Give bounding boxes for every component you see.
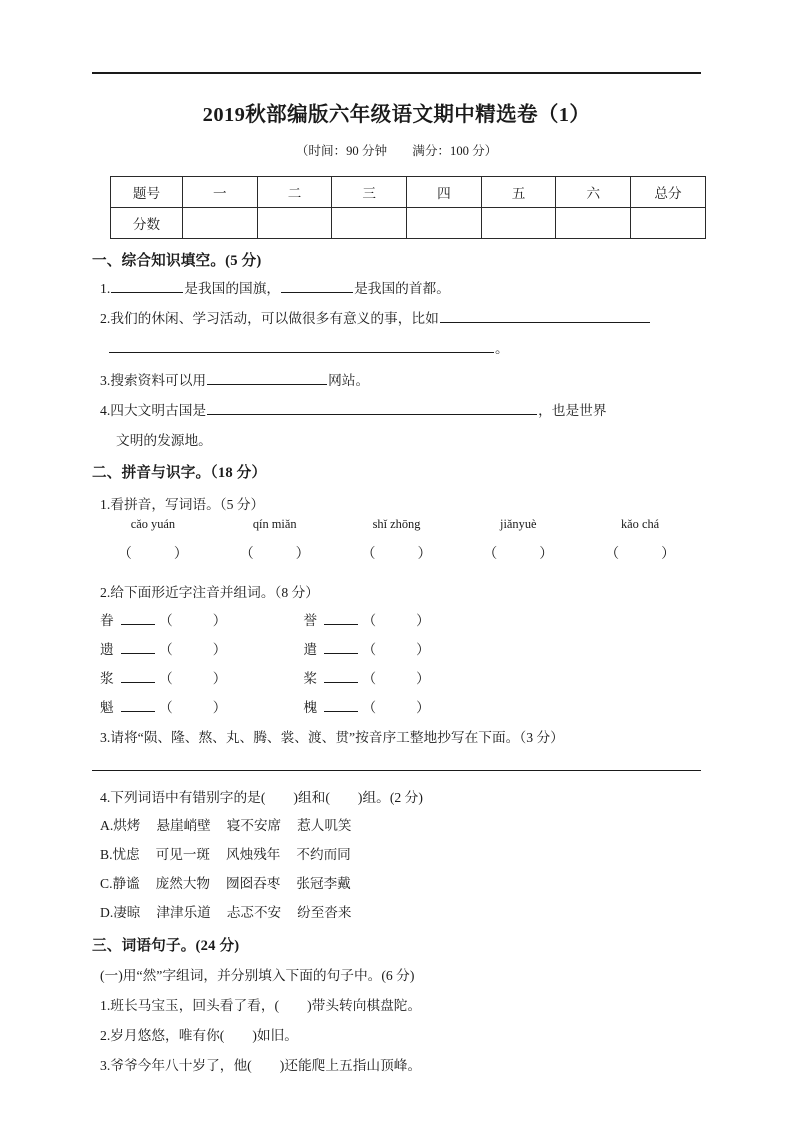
answer-bracket[interactable]: （ ） (117, 547, 188, 562)
char-pair-item (303, 696, 503, 716)
section3-item-3 (100, 1054, 421, 1074)
char-pair-item (100, 638, 300, 658)
question-number: 2. (100, 1028, 111, 1043)
question-text: )如旧。 (252, 1028, 298, 1043)
option-word: 寝不安席 (226, 818, 282, 833)
char-pair-row (100, 696, 700, 716)
score-table (110, 176, 706, 239)
question-text: 是我国的国旗， (184, 281, 281, 296)
option-word: 庞然大物 (155, 876, 211, 891)
option-word: 静谧 (112, 876, 140, 891)
score-cell[interactable] (332, 208, 407, 239)
option-word: 凄晾 (113, 905, 141, 920)
answer-bracket[interactable]: （ ） (605, 547, 676, 562)
answer-blank[interactable] (281, 278, 353, 293)
question-number: 4. (100, 403, 111, 418)
question-number: 1. (100, 281, 111, 296)
pinyin-row (92, 517, 701, 532)
pinyin-word: kǎo chá (620, 517, 660, 531)
header-divider (92, 72, 701, 74)
char-pair-row (100, 667, 700, 687)
pinyin-word: cǎo yuán (130, 517, 176, 531)
score-table-header-cell: 四 (407, 177, 482, 208)
question-text: 四大文明古国是 (110, 403, 207, 418)
section-2-heading: 二、拼音与识字。（18 分） (92, 465, 267, 481)
word-bracket[interactable]: （ ） (362, 671, 430, 686)
section2-question-3-prompt: 3.请将“陨、隆、熬、丸、腾、裳、渡、贯”按音序工整地抄写在下面。（3 分） (100, 730, 564, 745)
question-number: 3. (100, 1058, 111, 1073)
section1-question-4 (100, 399, 607, 419)
answer-blank[interactable] (109, 338, 494, 353)
score-cell[interactable] (481, 208, 556, 239)
question-text: 网站。 (328, 373, 370, 388)
section2-question-2-prompt: 2.给下面形近字注音并组词。（8 分） (100, 585, 319, 600)
option-label: A. (100, 818, 114, 833)
option-word: 囫囵吞枣 (226, 876, 281, 891)
option-row-c[interactable] (100, 872, 367, 892)
option-word: 惹人叽笑 (297, 818, 352, 833)
answer-blank[interactable] (111, 278, 183, 293)
question-text: 搜索资料可以用 (110, 373, 207, 388)
question-number: 1. (100, 998, 111, 1013)
question-text: 班长马宝玉，回头看了看，( (110, 998, 280, 1013)
char-glyph: 誉 (303, 613, 318, 628)
option-word: 可见一斑 (155, 847, 211, 862)
answer-blank[interactable] (440, 308, 650, 323)
word-bracket[interactable]: （ ） (362, 613, 430, 628)
question-text: )组和( (293, 790, 330, 805)
word-bracket[interactable]: （ ） (159, 700, 227, 715)
char-pair-item (100, 696, 300, 716)
score-table-header-cell: 五 (481, 177, 556, 208)
section3-part1-prompt: (一)用“然”字组词，并分别填入下面的句子中。(6 分) (100, 968, 415, 983)
word-bracket[interactable]: （ ） (362, 642, 430, 657)
answer-bracket[interactable] (265, 790, 293, 806)
pinyin-blank[interactable] (121, 697, 155, 712)
option-row-d[interactable] (100, 901, 368, 921)
option-word: 不约而同 (296, 847, 351, 862)
question-text: 爷爷今年八十岁了，他( (110, 1058, 252, 1073)
score-table-header-cell: 一 (183, 177, 258, 208)
score-cell[interactable] (407, 208, 482, 239)
option-row-b[interactable] (100, 843, 367, 863)
option-label: C. (100, 876, 113, 891)
question-text: 我们的休闲、学习活动，可以做很多有意义的事，比如 (110, 311, 439, 326)
score-cell[interactable] (631, 208, 706, 239)
char-pair-item (100, 609, 300, 629)
section-3-heading: 三、词语句子。(24 分) (92, 938, 240, 954)
exam-meta-subtitle: （时间：90 分钟 满分：100 分） (295, 144, 498, 158)
pinyin-blank[interactable] (324, 639, 358, 654)
char-pair-item (100, 667, 300, 687)
handwriting-answer-rule[interactable] (92, 770, 701, 771)
answer-blank[interactable] (207, 370, 327, 385)
option-word: 悬崖峭壁 (156, 818, 211, 833)
pinyin-word: qín miǎn (252, 517, 297, 531)
section2-question-1-prompt: 1.看拼音，写词语。（5 分） (100, 497, 265, 512)
score-table-header-cell: 总分 (631, 177, 706, 208)
option-word: 忧虑 (112, 847, 140, 862)
pinyin-word: shǐ zhōng (372, 517, 421, 531)
word-bracket[interactable]: （ ） (159, 671, 227, 686)
word-bracket[interactable]: （ ） (159, 642, 227, 657)
section1-question-2-continued (108, 337, 509, 357)
section2-question-4-prompt (100, 786, 423, 806)
section1-question-2 (100, 307, 651, 327)
question-text: 4.下列词语中有错别字的是( (100, 790, 266, 805)
score-table-header-cell: 二 (257, 177, 332, 208)
score-cell[interactable] (183, 208, 258, 239)
char-glyph: 遗 (100, 642, 114, 657)
word-bracket[interactable]: （ ） (362, 700, 430, 715)
option-word: 张冠李戴 (296, 876, 351, 891)
answer-bracket[interactable]: （ ） (239, 547, 310, 562)
char-glyph: 桨 (303, 671, 318, 686)
question-number: 3. (100, 373, 111, 388)
option-row-a[interactable] (100, 814, 368, 834)
question-number: 2. (100, 311, 111, 326)
char-glyph: 遣 (303, 642, 318, 657)
option-word: 津津乐道 (156, 905, 211, 920)
question-text: )组。(2 分) (357, 790, 423, 805)
pinyin-blank[interactable] (324, 668, 358, 683)
table-row (111, 177, 706, 208)
section1-question-3 (100, 369, 369, 389)
char-glyph: 魁 (100, 700, 114, 715)
pinyin-answer-row (92, 543, 701, 563)
pinyin-blank[interactable] (324, 610, 358, 625)
question-text: ，也是世界 (538, 403, 607, 418)
option-word: 风烛残年 (226, 847, 281, 862)
option-label: B. (100, 847, 113, 862)
option-word: 烘烤 (113, 818, 141, 833)
answer-bracket[interactable] (279, 998, 307, 1014)
char-pair-item (303, 609, 503, 629)
question-text: 。 (495, 341, 509, 356)
answer-bracket[interactable] (252, 1058, 280, 1074)
answer-bracket[interactable]: （ ） (483, 547, 554, 562)
word-bracket[interactable]: （ ） (159, 613, 227, 628)
char-pair-row (100, 638, 700, 658)
char-glyph: 浆 (100, 671, 114, 686)
answer-blank[interactable] (207, 400, 537, 415)
score-table-row-label: 分数 (111, 208, 183, 239)
char-glyph: 槐 (303, 700, 318, 715)
answer-bracket[interactable] (224, 1028, 252, 1044)
char-pair-item (303, 638, 503, 658)
answer-bracket[interactable]: （ ） (361, 547, 432, 562)
page-title: 2019秋部编版六年级语文期中精选卷（1） (202, 104, 591, 126)
pinyin-blank[interactable] (324, 697, 358, 712)
section1-question-1 (100, 277, 450, 297)
char-pair-item (303, 667, 503, 687)
score-table-header-cell: 六 (556, 177, 631, 208)
option-label: D. (100, 905, 114, 920)
table-row (111, 208, 706, 239)
pinyin-blank[interactable] (121, 610, 155, 625)
score-cell[interactable] (556, 208, 631, 239)
question-text: )还能爬上五指山顶峰。 (279, 1058, 422, 1073)
char-glyph: 眷 (100, 613, 114, 628)
option-word: 纷至沓来 (297, 905, 352, 920)
section-1-heading: 一、综合知识填空。(5 分) (92, 253, 262, 269)
answer-bracket[interactable] (330, 790, 358, 806)
section3-item-1 (100, 994, 421, 1014)
option-word: 忐忑不安 (226, 905, 282, 920)
score-cell[interactable] (257, 208, 332, 239)
pinyin-word: jiǎnyuè (500, 517, 537, 531)
pinyin-blank[interactable] (121, 668, 155, 683)
section1-question-4-continued: 文明的发源地。 (116, 433, 212, 448)
question-text: 是我国的首都。 (354, 281, 450, 296)
pinyin-blank[interactable] (121, 639, 155, 654)
section3-item-2 (100, 1024, 298, 1044)
score-table-header-cell: 三 (332, 177, 407, 208)
question-text: 岁月悠悠，唯有你( (110, 1028, 225, 1043)
question-text: )带头转向棋盘陀。 (307, 998, 422, 1013)
score-table-row-label: 题号 (111, 177, 183, 208)
char-pair-row (100, 609, 700, 629)
